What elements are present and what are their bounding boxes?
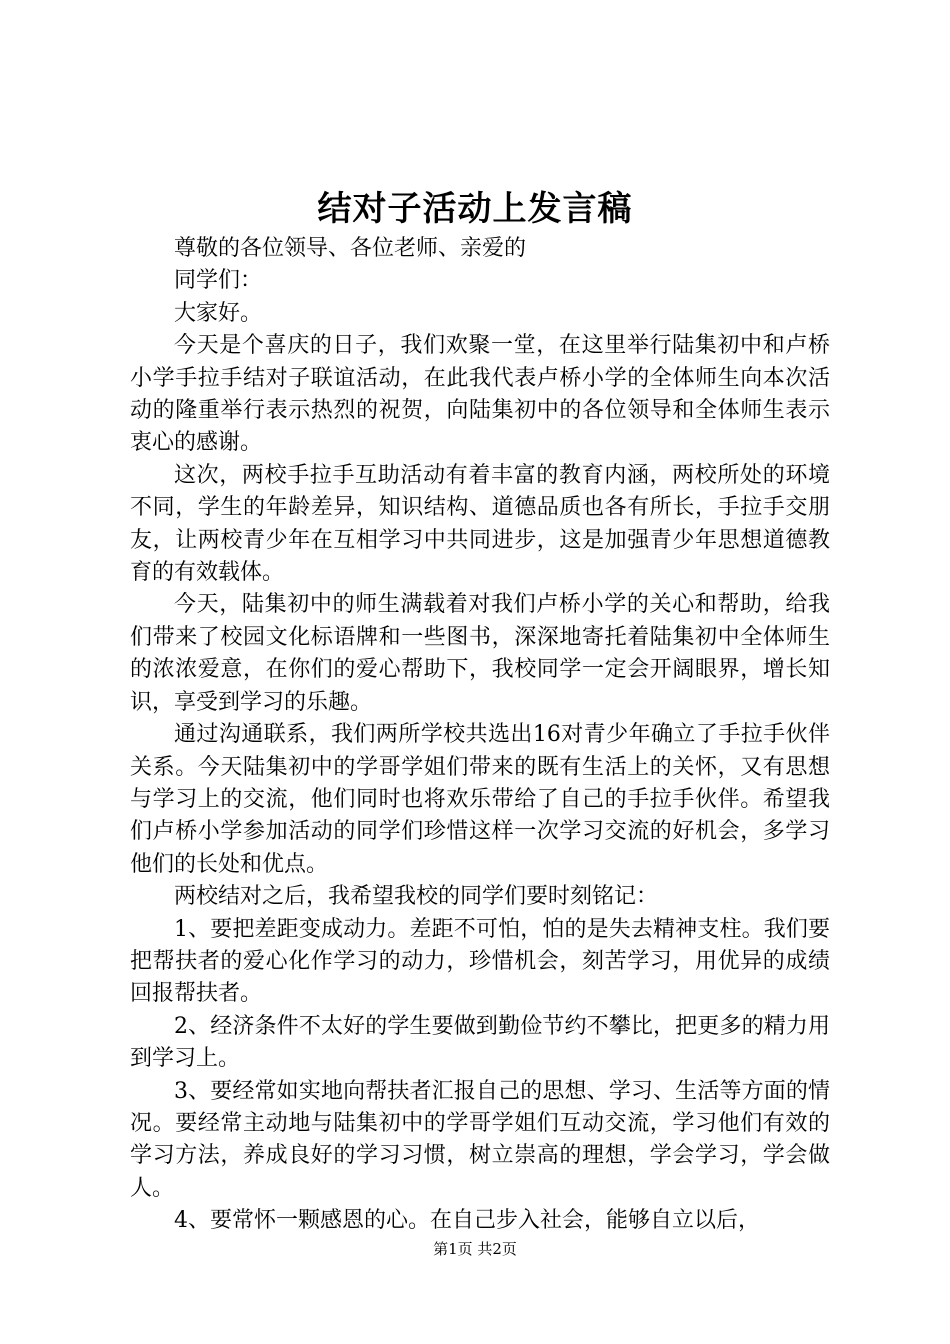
page-number-footer: 第1页 共2页	[433, 1240, 517, 1258]
greeting: 大家好。	[174, 300, 263, 326]
salutation-line-2: 同学们：	[174, 268, 263, 294]
salutation-line-1: 尊敬的各位领导、各位老师、亲爱的	[174, 236, 527, 261]
list-item: 1、要把差距变成动力。差距不可怕，怕的是失去精神支柱。我们要把帮扶者的爱心化作学习的动力，珍惜机会，刻苦学习，用优异的成绩回报帮扶者。	[130, 916, 830, 1007]
paragraph: 通过沟通联系，我们两所学校共选出16对青少年确立了手拉手伙伴关系。今天陆集初中的学哥学姐们带来的既有生活上的关怀，又有思想与学习上的交流，他们同时也将欢乐带给了自己的手拉手伙伴。希望我们卢桥小学参加活动的同学们珍惜这样一次学习交流的好机会，多学习他们的长处和优点。	[130, 722, 830, 877]
paragraph: 这次，两校手拉手互助活动有着丰富的教育内涵，两校所处的环境不同，学生的年龄差异，知识结构、道德品质也各有所长，手拉手交朋友，让两校青少年在互相学习中共同进步，这是加强青少年思想道德教育的有效载体。	[130, 462, 830, 586]
list-item: 4、要常怀一颗感恩的心。在自己步入社会，能够自立以后，	[174, 1208, 760, 1234]
paragraph: 今天是个喜庆的日子，我们欢聚一堂，在这里举行陆集初中和卢桥小学手拉手结对子联谊活动，在此我代表卢桥小学的全体师生向本次活动的隆重举行表示热烈的祝贺，向陆集初中的各位领导和全体师生表示衷心的感谢。	[130, 333, 830, 456]
document-title: 结对子活动上发言稿	[317, 189, 633, 229]
list-item: 2、经济条件不太好的学生要做到勤俭节约不攀比，把更多的精力用到学习上。	[130, 1013, 830, 1072]
list-item: 3、要经常如实地向帮扶者汇报自己的思想、学习、生活等方面的情况。要经常主动地与陆集初中的学哥学姐们互动交流，学习他们有效的学习方法，养成良好的学习习惯，树立崇高的理想，学会学习，学会做人。	[130, 1078, 830, 1201]
paragraph: 两校结对之后，我希望我校的同学们要时刻铭记：	[174, 884, 659, 910]
paragraph: 今天，陆集初中的师生满载着对我们卢桥小学的关心和帮助，给我们带来了校园文化标语牌和一些图书，深深地寄托着陆集初中全体师生的浓浓爱意，在你们的爱心帮助下，我校同学一定会开阔眼界，增长知识，享受到学习的乐趣。	[130, 592, 830, 715]
document-body	[130, 233, 830, 1238]
